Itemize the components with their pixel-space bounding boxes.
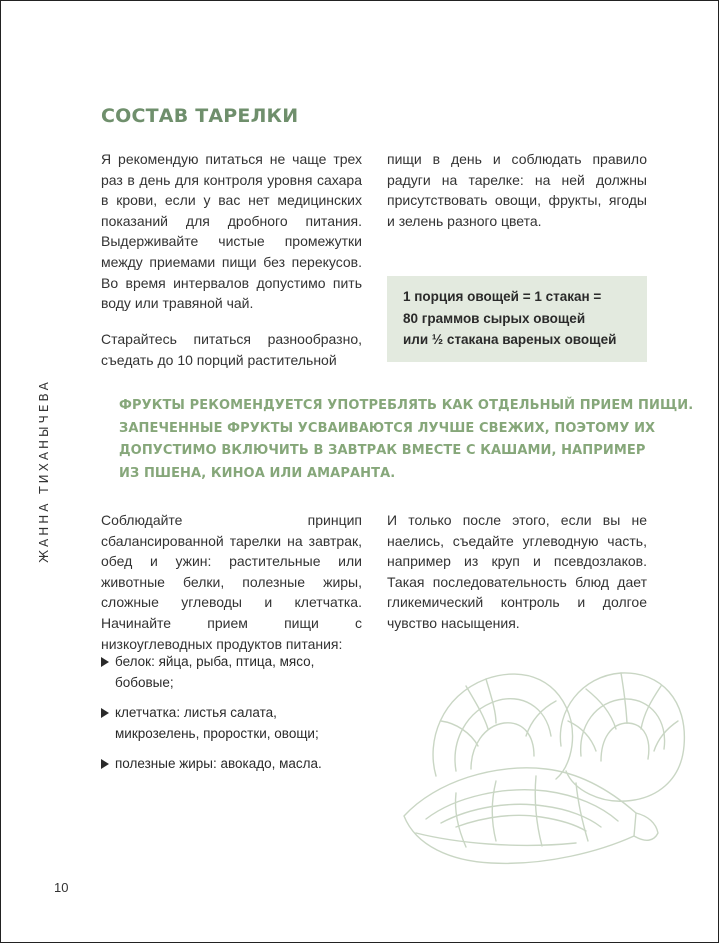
section-title: СОСТАВ ТАРЕЛКИ xyxy=(101,105,299,127)
fruit-callout xyxy=(119,395,694,486)
list-item xyxy=(101,753,361,774)
rainbow-paragraph: пищи в день и соблюдать правило радуги на тарелке: на ней должны присутствовать овощи, фрукты, ягоды и зелень разного цвета. xyxy=(387,151,647,229)
triangle-bullet-icon xyxy=(101,657,109,667)
author-name: ЖАННА ТИХАНЫЧЕВА xyxy=(37,379,51,563)
intro-paragraph: Я рекомендую питаться не чаще трех раз в день для контроля уровня сахара в крови, если у вас нет медицинских показаний для дробного питания. Выдерживайте чистые промежутки между приемами пищи без перекусов. Во время интервалов допустимо пить воду или травяной чай. xyxy=(101,151,362,312)
triangle-bullet-icon xyxy=(101,759,109,769)
portion-tip-box xyxy=(387,276,647,362)
list-item-text: клетчатка: листья салата, микрозелень, проростки, овощи; xyxy=(115,705,319,741)
artichoke-illustration-icon xyxy=(396,651,696,896)
list-item xyxy=(101,651,361,693)
balanced-plate-paragraph: Соблюдайте принцип сбалансированной тарелки на завтрак, обед и ужин: растительные или животные белки, полезные жиры, сложные углеводы и клетчатка. Начинайте прием пищи с низкоуглеводных продуктов питания: xyxy=(101,512,362,652)
page-number: 10 xyxy=(54,880,69,895)
callout-line: ЗАПЕЧЕННЫЕ ФРУКТЫ УСВАИВАЮТСЯ ЛУЧШЕ СВЕЖИХ, ПОЭТОМУ ИХ xyxy=(119,420,656,436)
callout-line: ДОПУСТИМО ВКЛЮЧИТЬ В ЗАВТРАК ВМЕСТЕ С КАШАМИ, НАПРИМЕР xyxy=(119,443,646,459)
variety-paragraph: Старайтесь питаться разнообразно, съедать до 10 порций растительной xyxy=(101,331,362,368)
tip-line: или ½ стакана вареных овощей xyxy=(403,332,617,347)
food-list xyxy=(101,651,361,783)
list-item-text: белок: яйца, рыба, птица, мясо, бобовые; xyxy=(115,654,315,690)
callout-line: ФРУКТЫ РЕКОМЕНДУЕТСЯ УПОТРЕБЛЯТЬ КАК ОТДЕЛЬНЫЙ ПРИЕМ ПИЩИ. xyxy=(119,398,694,413)
carb-order-paragraph: И только после этого, если вы не наелись, съедайте углеводную часть, например из круп и псевдозлаков. Такая последовательность блюд дает гликемический контроль и долгое чувство насыщения. xyxy=(387,512,647,631)
tip-line: 1 порция овощей = 1 стакан = xyxy=(403,289,602,304)
tip-line: 80 граммов сырых овощей xyxy=(403,310,586,326)
list-item-text: полезные жиры: авокадо, масла. xyxy=(115,756,322,771)
callout-line: ИЗ ПШЕНА, КИНОА ИЛИ АМАРАНТА. xyxy=(119,466,396,482)
triangle-bullet-icon xyxy=(101,708,109,718)
list-item xyxy=(101,702,361,744)
